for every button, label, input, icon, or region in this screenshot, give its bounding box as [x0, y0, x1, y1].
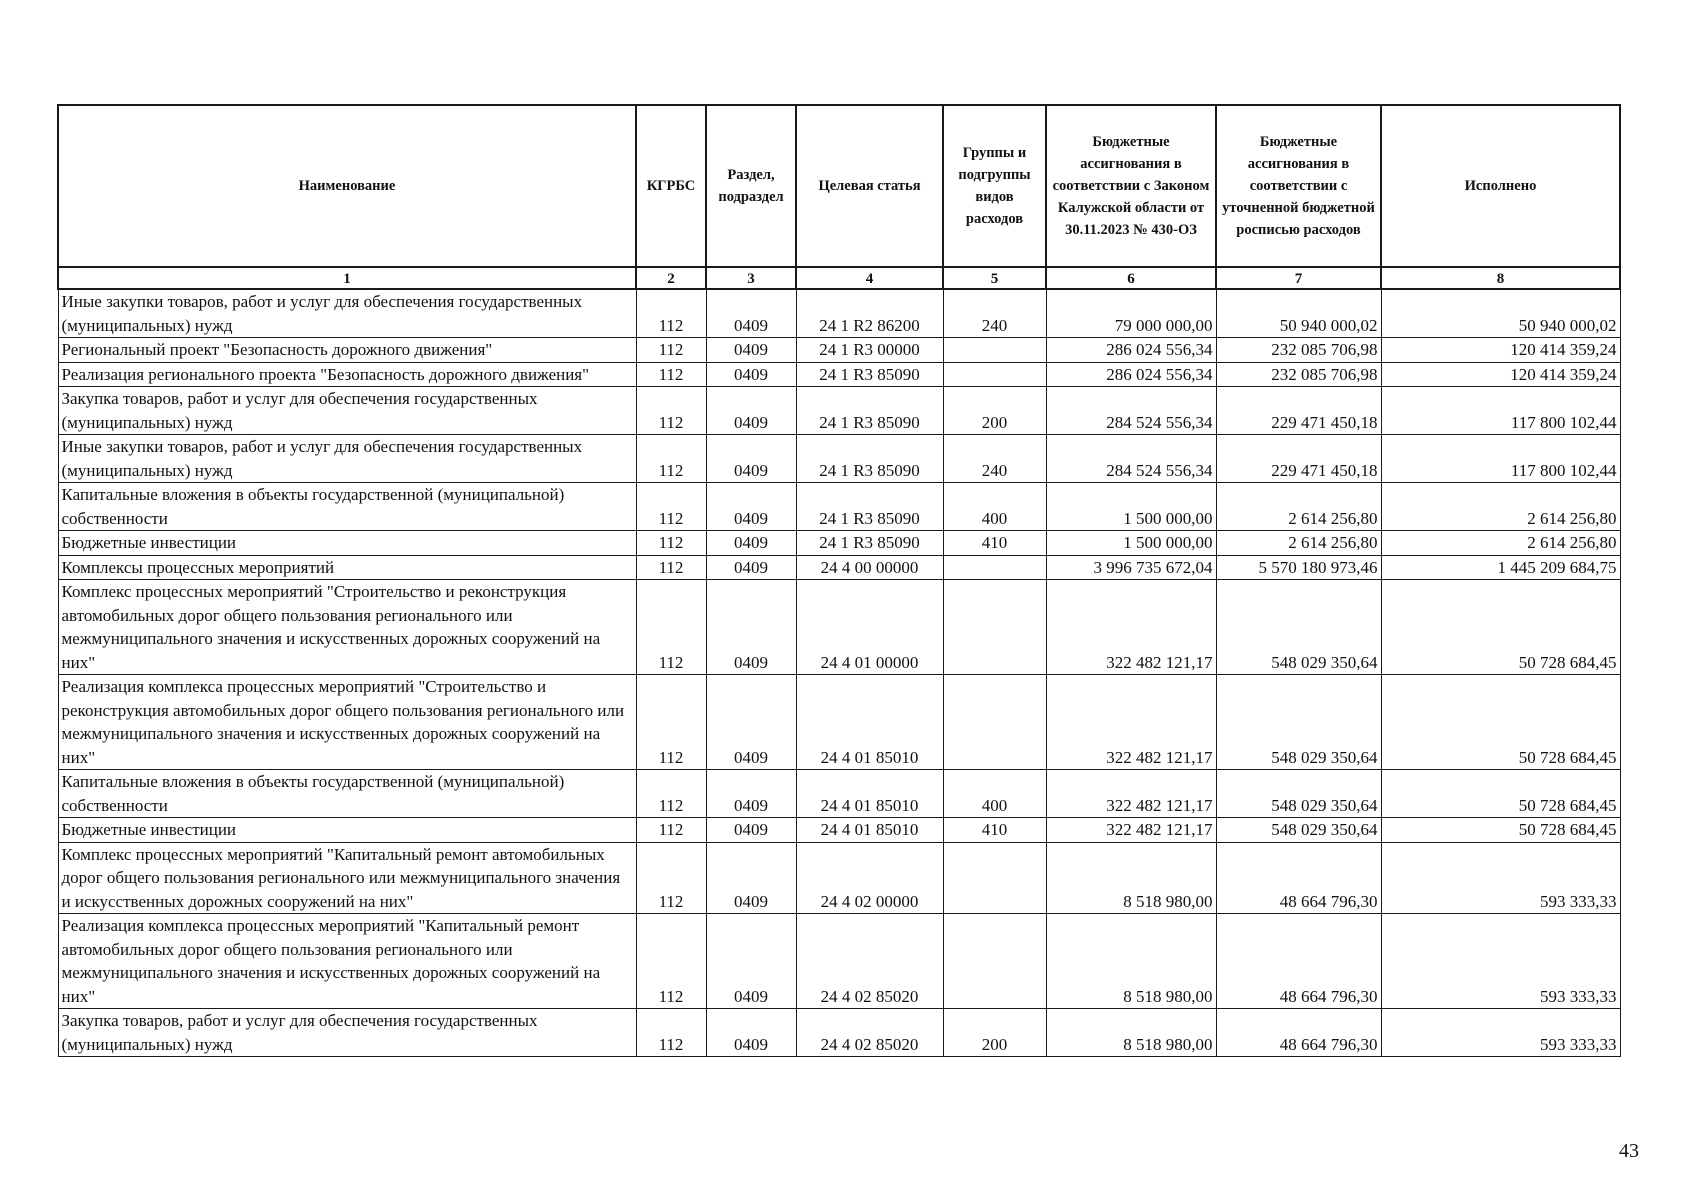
- budget-table-sheet: [57, 104, 1619, 1057]
- cell-group: [943, 580, 1046, 675]
- cell-name: Закупка товаров, работ и услуг для обеспечения государственных (муниципальных) нужд: [58, 387, 636, 435]
- cell-section: 0409: [706, 483, 796, 531]
- column-number-row: [58, 267, 1620, 289]
- cell-name: Комплексы процессных мероприятий: [58, 555, 636, 580]
- cell-name: Иные закупки товаров, работ и услуг для обеспечения государственных (муниципальных) нужд: [58, 435, 636, 483]
- header-target: Целевая статья: [796, 105, 943, 267]
- cell-law-amount: 322 482 121,17: [1046, 818, 1216, 843]
- column-number: 7: [1216, 267, 1381, 289]
- table-row: [58, 338, 1620, 363]
- cell-revised-amount: 50 940 000,02: [1216, 289, 1381, 338]
- cell-target: 24 4 01 00000: [796, 580, 943, 675]
- cell-kgrbs: 112: [636, 580, 706, 675]
- cell-section: 0409: [706, 531, 796, 556]
- cell-section: 0409: [706, 818, 796, 843]
- cell-kgrbs: 112: [636, 555, 706, 580]
- cell-kgrbs: 112: [636, 818, 706, 843]
- cell-law-amount: 3 996 735 672,04: [1046, 555, 1216, 580]
- cell-group: [943, 675, 1046, 770]
- cell-section: 0409: [706, 555, 796, 580]
- cell-kgrbs: 112: [636, 362, 706, 387]
- cell-name: Бюджетные инвестиции: [58, 531, 636, 556]
- cell-group: 200: [943, 1009, 1046, 1057]
- table-row: [58, 675, 1620, 770]
- cell-section: 0409: [706, 675, 796, 770]
- cell-law-amount: 322 482 121,17: [1046, 580, 1216, 675]
- cell-revised-amount: 48 664 796,30: [1216, 842, 1381, 914]
- cell-kgrbs: 112: [636, 387, 706, 435]
- header-kgrbs: КГРБС: [636, 105, 706, 267]
- table-row: [58, 1009, 1620, 1057]
- cell-group: 410: [943, 818, 1046, 843]
- cell-name: Реализация комплекса процессных мероприятий "Строительство и реконструкция автомобильных дорог общего пользования регионального или межмуниципального значения и искусственных дорожных сооружений на них": [58, 675, 636, 770]
- cell-kgrbs: 112: [636, 675, 706, 770]
- cell-law-amount: 8 518 980,00: [1046, 1009, 1216, 1057]
- table-row: [58, 842, 1620, 914]
- cell-executed-amount: 593 333,33: [1381, 914, 1620, 1009]
- cell-kgrbs: 112: [636, 842, 706, 914]
- cell-executed-amount: 50 728 684,45: [1381, 818, 1620, 843]
- cell-target: 24 1 R3 85090: [796, 387, 943, 435]
- cell-revised-amount: 5 570 180 973,46: [1216, 555, 1381, 580]
- cell-executed-amount: 593 333,33: [1381, 1009, 1620, 1057]
- cell-name: Комплекс процессных мероприятий "Строительство и реконструкция автомобильных дорог общего пользования регионального или межмуниципального значения и искусственных дорожных сооружений на них": [58, 580, 636, 675]
- cell-name: Бюджетные инвестиции: [58, 818, 636, 843]
- cell-target: 24 1 R3 85090: [796, 531, 943, 556]
- column-number: 8: [1381, 267, 1620, 289]
- cell-law-amount: 286 024 556,34: [1046, 362, 1216, 387]
- column-number: 4: [796, 267, 943, 289]
- cell-group: [943, 338, 1046, 363]
- column-number: 5: [943, 267, 1046, 289]
- cell-section: 0409: [706, 289, 796, 338]
- cell-revised-amount: 548 029 350,64: [1216, 580, 1381, 675]
- cell-target: 24 1 R3 85090: [796, 483, 943, 531]
- cell-name: Капитальные вложения в объекты государственной (муниципальной) собственности: [58, 770, 636, 818]
- column-number: 6: [1046, 267, 1216, 289]
- cell-law-amount: 286 024 556,34: [1046, 338, 1216, 363]
- cell-target: 24 1 R3 85090: [796, 435, 943, 483]
- page-number: 43: [1619, 1140, 1639, 1162]
- cell-group: 240: [943, 435, 1046, 483]
- cell-executed-amount: 120 414 359,24: [1381, 338, 1620, 363]
- cell-target: 24 1 R3 00000: [796, 338, 943, 363]
- cell-section: 0409: [706, 1009, 796, 1057]
- header-name: Наименование: [58, 105, 636, 267]
- cell-target: 24 1 R2 86200: [796, 289, 943, 338]
- cell-target: 24 4 01 85010: [796, 675, 943, 770]
- cell-section: 0409: [706, 580, 796, 675]
- cell-name: Закупка товаров, работ и услуг для обеспечения государственных (муниципальных) нужд: [58, 1009, 636, 1057]
- table-row: [58, 435, 1620, 483]
- header-law: Бюджетные ассигнования в соответствии с Законом Калужской области от 30.11.2023 № 430-ОЗ: [1046, 105, 1216, 267]
- cell-kgrbs: 112: [636, 531, 706, 556]
- cell-revised-amount: 229 471 450,18: [1216, 435, 1381, 483]
- cell-section: 0409: [706, 914, 796, 1009]
- cell-target: 24 4 01 85010: [796, 770, 943, 818]
- cell-law-amount: 79 000 000,00: [1046, 289, 1216, 338]
- table-body: [58, 289, 1620, 1057]
- cell-revised-amount: 232 085 706,98: [1216, 362, 1381, 387]
- cell-executed-amount: 1 445 209 684,75: [1381, 555, 1620, 580]
- header-section: Раздел, подраздел: [706, 105, 796, 267]
- cell-group: 400: [943, 770, 1046, 818]
- cell-section: 0409: [706, 362, 796, 387]
- cell-revised-amount: 48 664 796,30: [1216, 914, 1381, 1009]
- cell-target: 24 4 02 85020: [796, 914, 943, 1009]
- cell-executed-amount: 593 333,33: [1381, 842, 1620, 914]
- header-groups: Группы и подгруппы видов расходов: [943, 105, 1046, 267]
- table-row: [58, 483, 1620, 531]
- cell-section: 0409: [706, 387, 796, 435]
- cell-group: [943, 842, 1046, 914]
- cell-law-amount: 8 518 980,00: [1046, 914, 1216, 1009]
- cell-revised-amount: 548 029 350,64: [1216, 770, 1381, 818]
- cell-group: [943, 555, 1046, 580]
- cell-revised-amount: 2 614 256,80: [1216, 531, 1381, 556]
- cell-target: 24 4 02 85020: [796, 1009, 943, 1057]
- cell-revised-amount: 229 471 450,18: [1216, 387, 1381, 435]
- cell-group: 200: [943, 387, 1046, 435]
- cell-kgrbs: 112: [636, 289, 706, 338]
- cell-target: 24 1 R3 85090: [796, 362, 943, 387]
- cell-group: 410: [943, 531, 1046, 556]
- table-row: [58, 387, 1620, 435]
- table-row: [58, 531, 1620, 556]
- cell-revised-amount: 548 029 350,64: [1216, 818, 1381, 843]
- cell-section: 0409: [706, 770, 796, 818]
- cell-law-amount: 284 524 556,34: [1046, 387, 1216, 435]
- cell-law-amount: 1 500 000,00: [1046, 483, 1216, 531]
- cell-section: 0409: [706, 338, 796, 363]
- cell-executed-amount: 117 800 102,44: [1381, 387, 1620, 435]
- cell-executed-amount: 50 940 000,02: [1381, 289, 1620, 338]
- table-row: [58, 555, 1620, 580]
- cell-name: Реализация комплекса процессных мероприятий "Капитальный ремонт автомобильных дорог общего пользования регионального или межмуниципального значения и искусственных дорожных сооружений на них": [58, 914, 636, 1009]
- cell-target: 24 4 02 00000: [796, 842, 943, 914]
- table-row: [58, 770, 1620, 818]
- cell-kgrbs: 112: [636, 770, 706, 818]
- cell-revised-amount: 2 614 256,80: [1216, 483, 1381, 531]
- cell-name: Региональный проект "Безопасность дорожного движения": [58, 338, 636, 363]
- column-number: 2: [636, 267, 706, 289]
- cell-executed-amount: 50 728 684,45: [1381, 770, 1620, 818]
- table-header: [58, 105, 1620, 289]
- cell-kgrbs: 112: [636, 338, 706, 363]
- cell-law-amount: 8 518 980,00: [1046, 842, 1216, 914]
- cell-revised-amount: 48 664 796,30: [1216, 1009, 1381, 1057]
- cell-kgrbs: 112: [636, 914, 706, 1009]
- table-row: [58, 289, 1620, 338]
- cell-kgrbs: 112: [636, 435, 706, 483]
- cell-name: Капитальные вложения в объекты государственной (муниципальной) собственности: [58, 483, 636, 531]
- cell-section: 0409: [706, 842, 796, 914]
- cell-executed-amount: 120 414 359,24: [1381, 362, 1620, 387]
- cell-revised-amount: 548 029 350,64: [1216, 675, 1381, 770]
- budget-table: [57, 104, 1621, 1057]
- cell-executed-amount: 2 614 256,80: [1381, 531, 1620, 556]
- cell-law-amount: 1 500 000,00: [1046, 531, 1216, 556]
- cell-executed-amount: 50 728 684,45: [1381, 580, 1620, 675]
- cell-name: Реализация регионального проекта "Безопасность дорожного движения": [58, 362, 636, 387]
- cell-law-amount: 322 482 121,17: [1046, 675, 1216, 770]
- cell-executed-amount: 50 728 684,45: [1381, 675, 1620, 770]
- cell-name: Комплекс процессных мероприятий "Капитальный ремонт автомобильных дорог общего пользования регионального или межмуниципального значения и искусственных дорожных сооружений на них": [58, 842, 636, 914]
- cell-kgrbs: 112: [636, 483, 706, 531]
- cell-target: 24 4 01 85010: [796, 818, 943, 843]
- cell-target: 24 4 00 00000: [796, 555, 943, 580]
- cell-executed-amount: 117 800 102,44: [1381, 435, 1620, 483]
- header-executed: Исполнено: [1381, 105, 1620, 267]
- table-row: [58, 914, 1620, 1009]
- column-number: 3: [706, 267, 796, 289]
- table-row: [58, 818, 1620, 843]
- cell-law-amount: 322 482 121,17: [1046, 770, 1216, 818]
- cell-section: 0409: [706, 435, 796, 483]
- header-revised: Бюджетные ассигнования в соответствии с уточненной бюджетной росписью расходов: [1216, 105, 1381, 267]
- cell-group: [943, 362, 1046, 387]
- cell-law-amount: 284 524 556,34: [1046, 435, 1216, 483]
- column-number: 1: [58, 267, 636, 289]
- cell-revised-amount: 232 085 706,98: [1216, 338, 1381, 363]
- cell-name: Иные закупки товаров, работ и услуг для обеспечения государственных (муниципальных) нужд: [58, 289, 636, 338]
- cell-group: 400: [943, 483, 1046, 531]
- table-row: [58, 580, 1620, 675]
- cell-group: [943, 914, 1046, 1009]
- cell-kgrbs: 112: [636, 1009, 706, 1057]
- cell-executed-amount: 2 614 256,80: [1381, 483, 1620, 531]
- table-row: [58, 362, 1620, 387]
- cell-group: 240: [943, 289, 1046, 338]
